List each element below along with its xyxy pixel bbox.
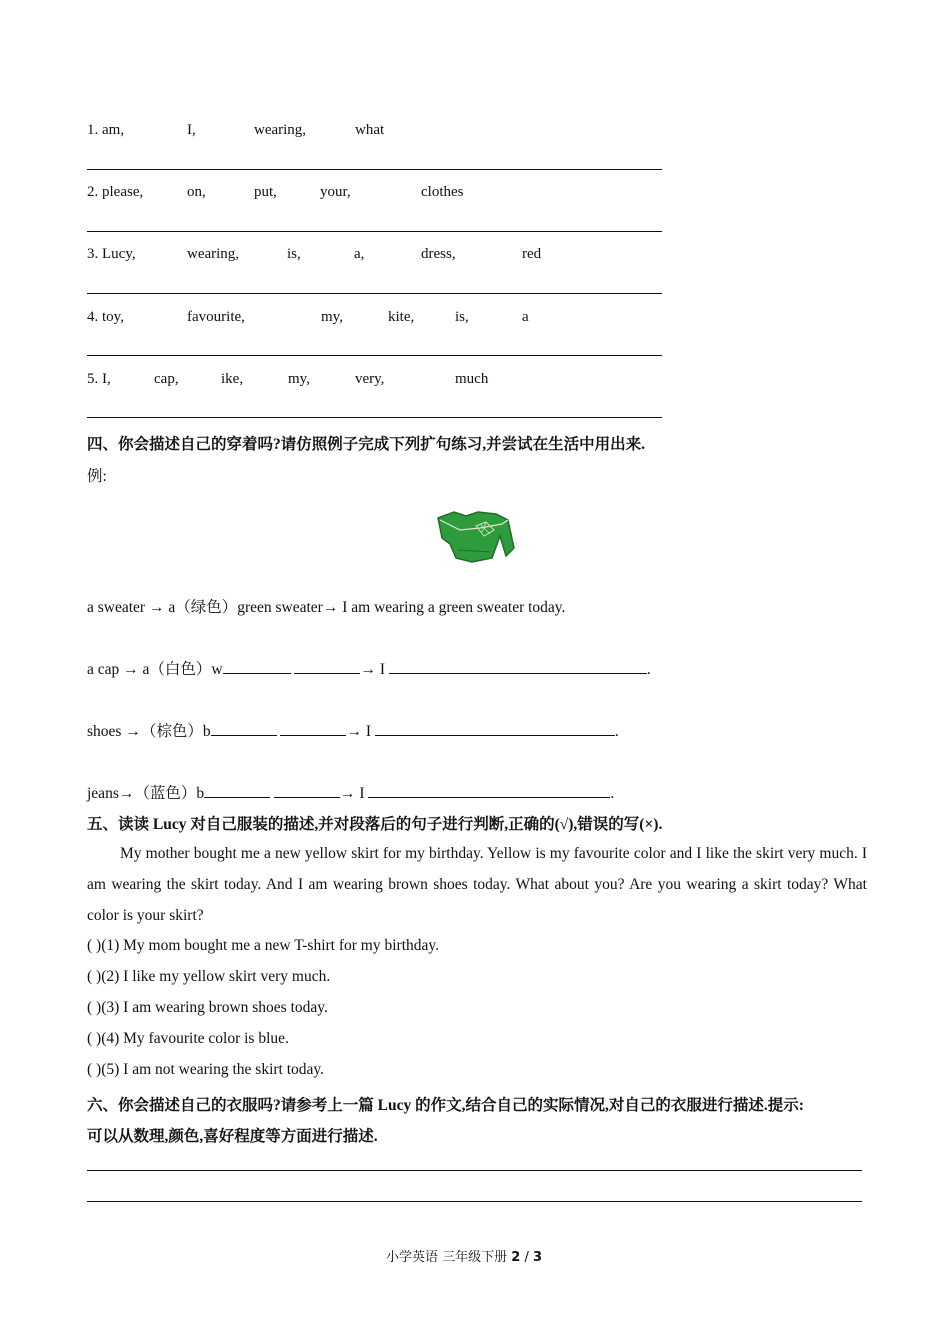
example-label: 例: xyxy=(87,468,107,485)
word: put, xyxy=(254,184,277,200)
reorder-row-3 xyxy=(87,246,687,266)
blank-input[interactable] xyxy=(223,658,291,674)
word: 4. toy, xyxy=(87,309,124,325)
fill-end: . xyxy=(646,661,651,678)
blank-input[interactable] xyxy=(274,782,340,798)
word: a xyxy=(522,309,529,325)
blank-input[interactable] xyxy=(389,658,647,674)
word: my, xyxy=(288,371,310,387)
judge-text: (5) I am not wearing the skirt today. xyxy=(101,1061,325,1078)
word: much xyxy=(455,371,489,387)
word: my, xyxy=(321,309,343,325)
judge-item-2 xyxy=(87,968,330,986)
word: cap, xyxy=(154,371,179,387)
page-total: 3 xyxy=(533,1250,543,1265)
fill-end: . xyxy=(610,785,615,802)
judge-text: (3) I am wearing brown shoes today. xyxy=(101,999,328,1016)
word: is, xyxy=(455,309,469,325)
word: very, xyxy=(355,371,385,387)
judge-text: (1) My mom bought me a new T-shirt for my birthday. xyxy=(101,937,440,954)
lucy-passage: My mother bought me a new yellow skirt for my birthday. Yellow is my favourite color and I like the skirt very much. I am wearing the skirt today. And I am wearing brown shoes today. What about you? Are you wearing a skirt today? What color is your skirt? xyxy=(87,845,867,924)
word: is, xyxy=(287,246,301,262)
blank-input[interactable] xyxy=(280,720,346,736)
blank-input[interactable] xyxy=(294,658,360,674)
answer-bracket[interactable]: ( ) xyxy=(87,1030,102,1047)
section5-heading: 五、读读 Lucy 对自己服装的描述,并对段落后的句子进行判断,正确的(√),错误的写(×). xyxy=(87,816,663,833)
blank-input[interactable] xyxy=(375,720,615,736)
page-separator: / xyxy=(524,1250,529,1265)
example-line: a sweater → a（绿色）green sweater→ I am wearing a green sweater today. xyxy=(87,599,566,616)
word: wearing, xyxy=(187,246,240,262)
judge-text: (4) My favourite color is blue. xyxy=(101,1030,289,1047)
word: 3. Lucy, xyxy=(87,246,136,262)
fill-start: jeans→（蓝色）b xyxy=(87,785,205,802)
fill-line-3 xyxy=(87,781,614,803)
word: wearing, xyxy=(254,122,307,138)
fill-mid: → I xyxy=(360,661,386,678)
answer-line-5[interactable] xyxy=(87,417,662,418)
section6-heading-line1: 六、你会描述自己的衣服吗?请参考上一篇 Lucy 的作文,结合自己的实际情况,对自己的衣服进行描述.提示: xyxy=(87,1097,804,1114)
judge-text: (2) I like my yellow skirt very much. xyxy=(101,968,331,985)
word: favourite, xyxy=(187,309,245,325)
fill-mid: → I xyxy=(346,723,371,740)
writing-line-2[interactable] xyxy=(87,1201,862,1202)
page-footer xyxy=(386,1246,542,1265)
fill-mid: → I xyxy=(339,785,365,802)
answer-line-2[interactable] xyxy=(87,231,662,232)
writing-line-1[interactable] xyxy=(87,1170,862,1171)
fill-end: . xyxy=(614,723,619,740)
answer-bracket[interactable]: ( ) xyxy=(87,968,102,985)
word: 1. am, xyxy=(87,122,125,138)
fill-start: a cap → a（白色）w xyxy=(87,661,223,678)
judge-item-1 xyxy=(87,937,439,955)
fill-start: shoes →（棕色）b xyxy=(87,723,211,740)
green-sweater-icon xyxy=(436,508,516,564)
judge-item-5 xyxy=(87,1061,324,1079)
fill-line-2 xyxy=(87,719,619,741)
word: I, xyxy=(187,122,196,138)
blank-input[interactable] xyxy=(368,782,610,798)
reorder-row-5 xyxy=(87,371,687,391)
answer-bracket[interactable]: ( ) xyxy=(87,999,102,1016)
blank-input[interactable] xyxy=(204,782,270,798)
section4-heading: 四、你会描述自己的穿着吗?请仿照例子完成下列扩句练习,并尝试在生活中用出来. xyxy=(87,436,646,453)
word: your, xyxy=(320,184,351,200)
judge-item-3 xyxy=(87,999,328,1017)
word: what xyxy=(355,122,385,138)
word: on, xyxy=(187,184,206,200)
word: clothes xyxy=(421,184,464,200)
word: 5. I, xyxy=(87,371,111,387)
answer-bracket[interactable]: ( ) xyxy=(87,937,102,954)
section6-heading-line2: 可以从数理,颜色,喜好程度等方面进行描述. xyxy=(87,1128,378,1145)
answer-line-4[interactable] xyxy=(87,355,662,356)
answer-line-3[interactable] xyxy=(87,293,662,294)
reorder-row-2 xyxy=(87,184,687,204)
judge-item-4 xyxy=(87,1030,289,1048)
word: red xyxy=(522,246,542,262)
word: dress, xyxy=(421,246,456,262)
answer-bracket[interactable]: ( ) xyxy=(87,1061,102,1078)
word: kite, xyxy=(388,309,415,325)
reorder-row-4 xyxy=(87,309,687,329)
reorder-row-1 xyxy=(87,122,687,142)
blank-input[interactable] xyxy=(211,720,277,736)
fill-line-1 xyxy=(87,657,651,679)
page-number: 2 xyxy=(511,1250,521,1265)
word: a, xyxy=(354,246,365,262)
word: 2. please, xyxy=(87,184,144,200)
answer-line-1[interactable] xyxy=(87,169,662,170)
footer-label: 小学英语 三年级下册 xyxy=(386,1250,508,1265)
word: ike, xyxy=(221,371,244,387)
